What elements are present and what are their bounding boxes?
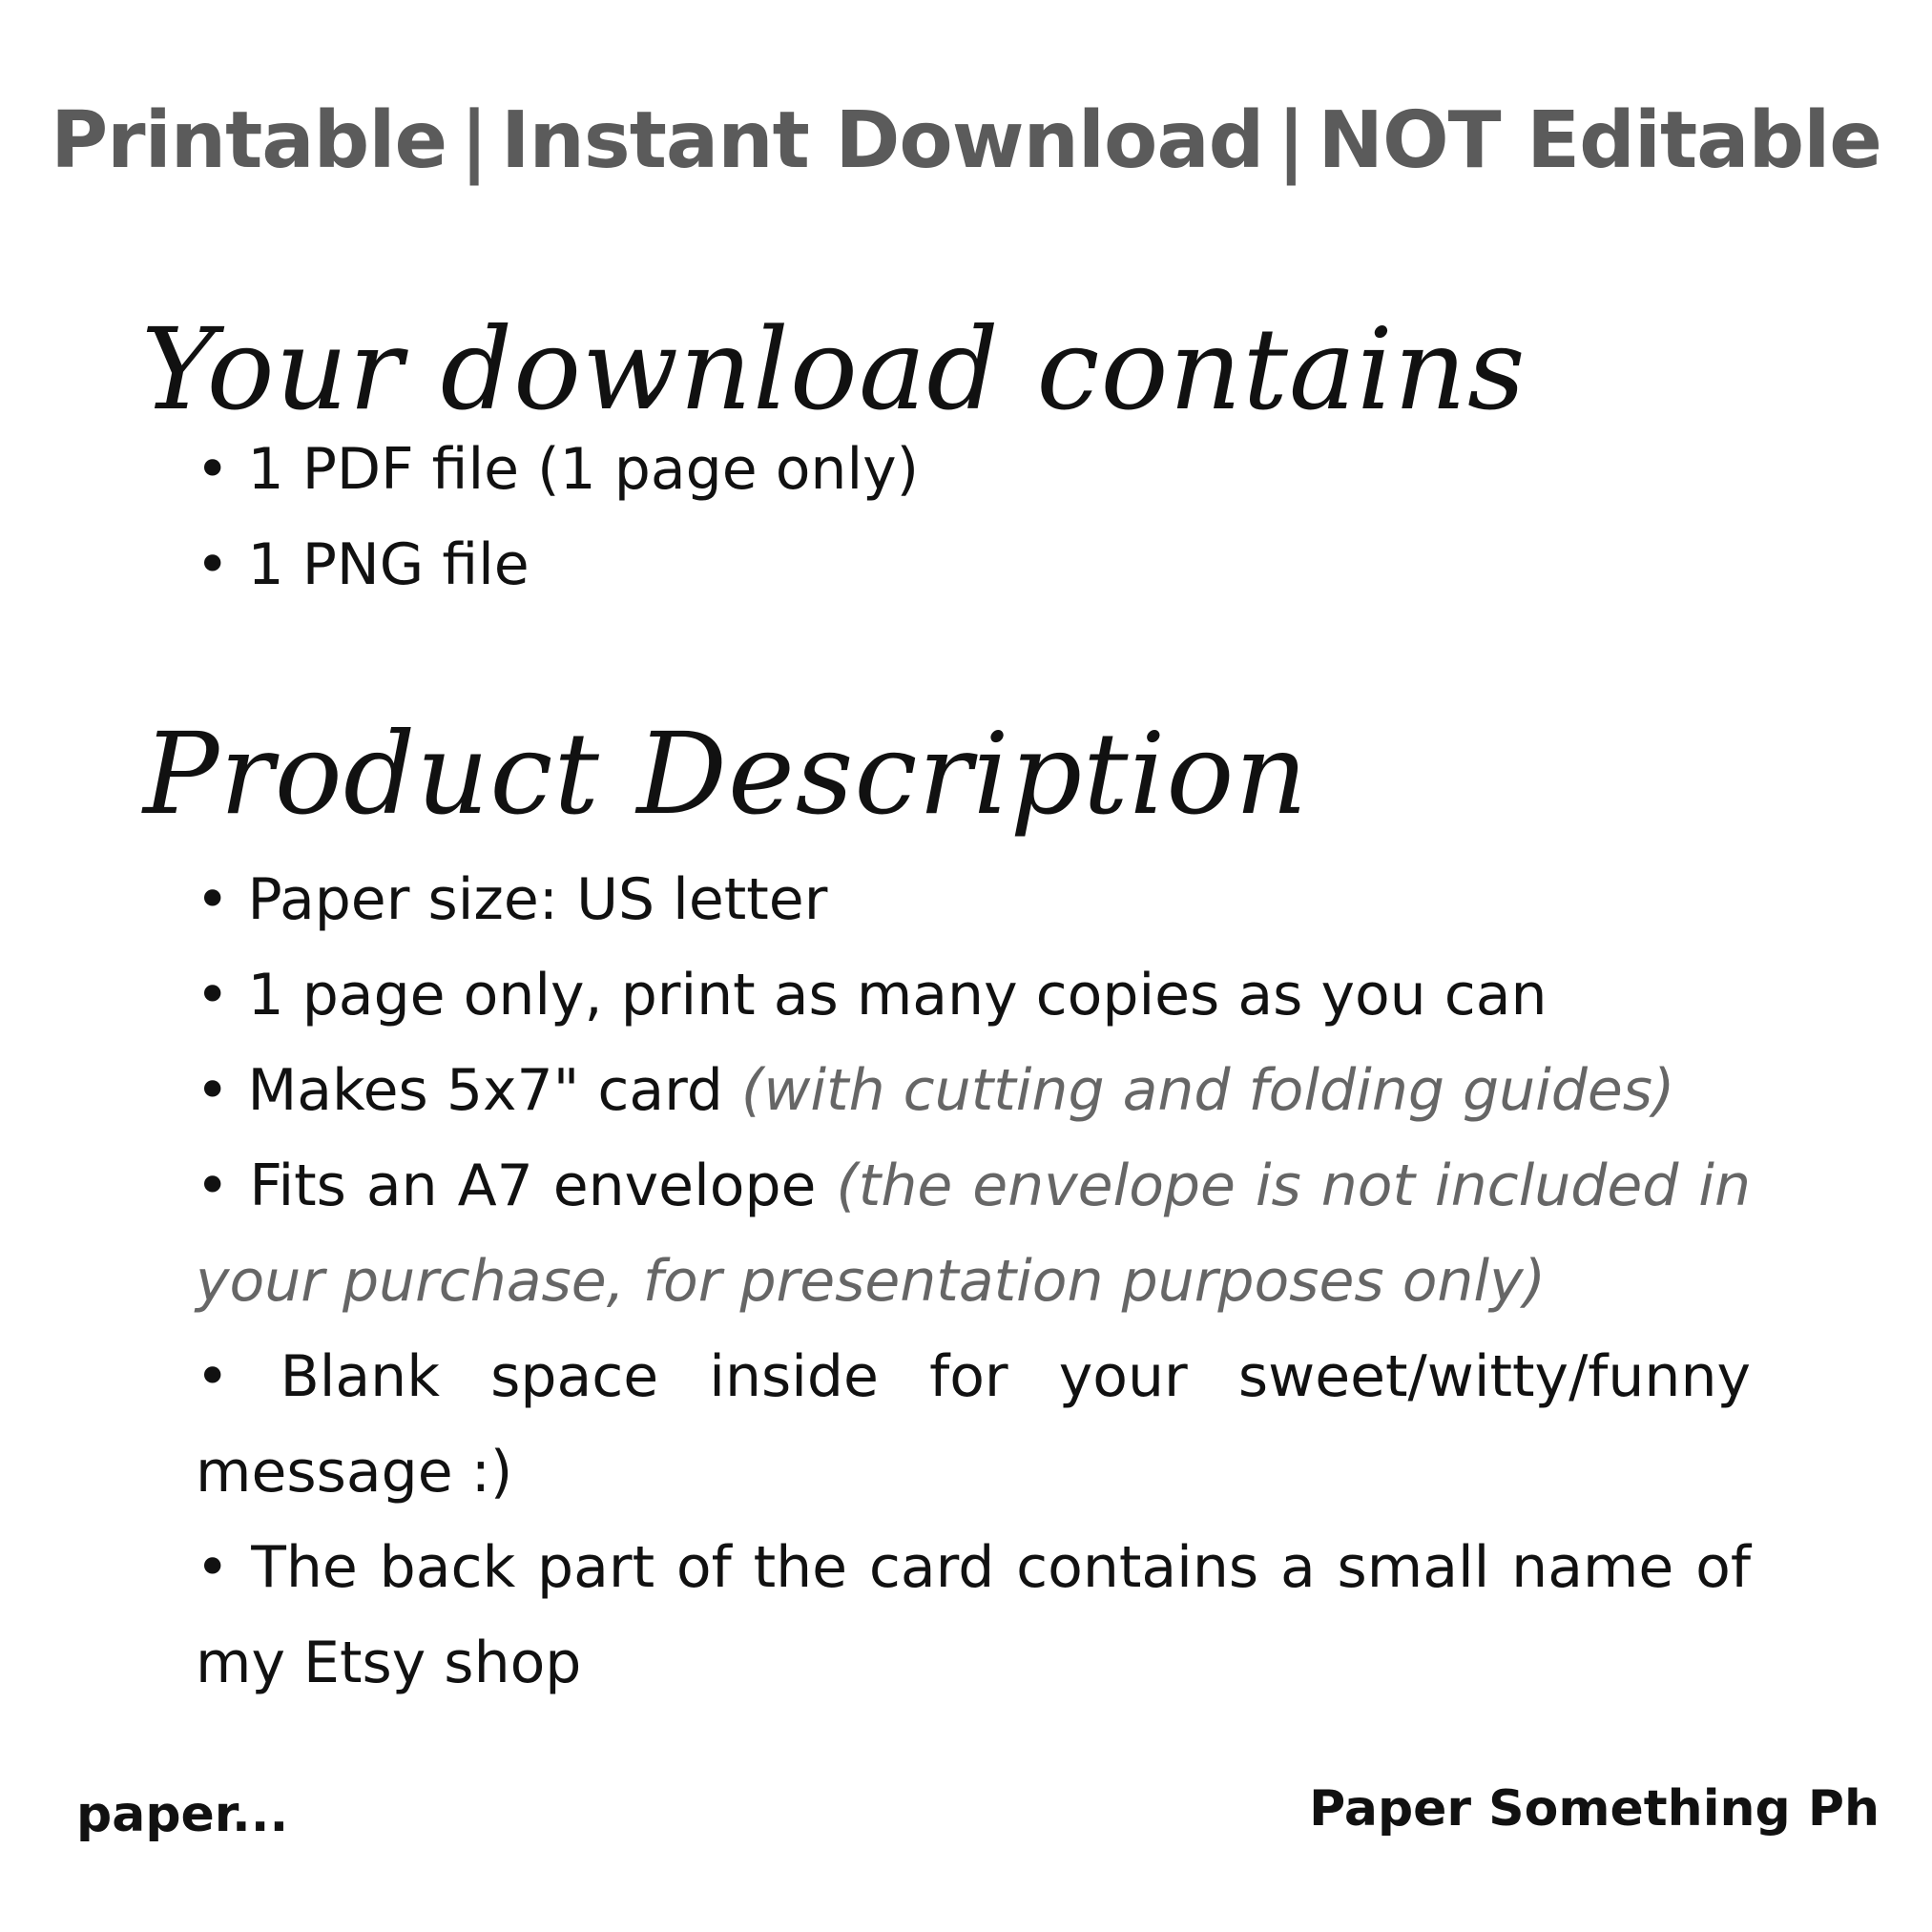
description-item-envelope-note: (the envelope is not included in your purchase, for presentation purposes only) <box>196 1153 1752 1315</box>
header-instant-download: Instant Download <box>501 95 1264 186</box>
header-separator-2: | <box>1277 95 1305 186</box>
download-list <box>196 422 1751 613</box>
description-item-back-part <box>196 1520 1751 1711</box>
description-item-envelope-text: • Fits an A7 envelope <box>196 1153 837 1219</box>
description-item-card-size-text: • Makes 5x7" card <box>196 1057 741 1124</box>
description-list <box>196 852 1751 1711</box>
description-item-blank-space <box>196 1329 1751 1520</box>
description-item-paper-size <box>196 852 1751 947</box>
header-banner <box>0 95 1932 186</box>
description-item-one-page <box>196 947 1751 1043</box>
description-item-one-page-text: • 1 page only, print as many copies as you can <box>196 962 1548 1028</box>
description-item-blank-space-text: • Blank space inside for your sweet/witty/funny message :) <box>196 1343 1751 1506</box>
description-item-card-size <box>196 1043 1751 1138</box>
footer-left-logo-text: paper... <box>76 1786 289 1843</box>
description-item-card-size-note: (with cutting and folding guides) <box>740 1057 1675 1124</box>
download-item-png: • 1 PNG file <box>196 531 530 598</box>
header-not-editable: NOT Editable <box>1318 95 1881 186</box>
download-heading: Your download contains <box>141 303 1527 435</box>
header-separator-1: | <box>460 95 488 186</box>
footer-shop-name: Paper Something Ph <box>1309 1780 1880 1838</box>
download-item-pdf: • 1 PDF file (1 page only) <box>196 436 920 503</box>
description-item-back-part-text: • The back part of the card contains a small name of my Etsy shop <box>196 1534 1751 1696</box>
description-heading: Product Description <box>143 708 1309 840</box>
description-item-envelope <box>196 1138 1751 1329</box>
header-printable: Printable <box>51 95 447 186</box>
description-item-paper-size-text: • Paper size: US letter <box>196 866 828 933</box>
